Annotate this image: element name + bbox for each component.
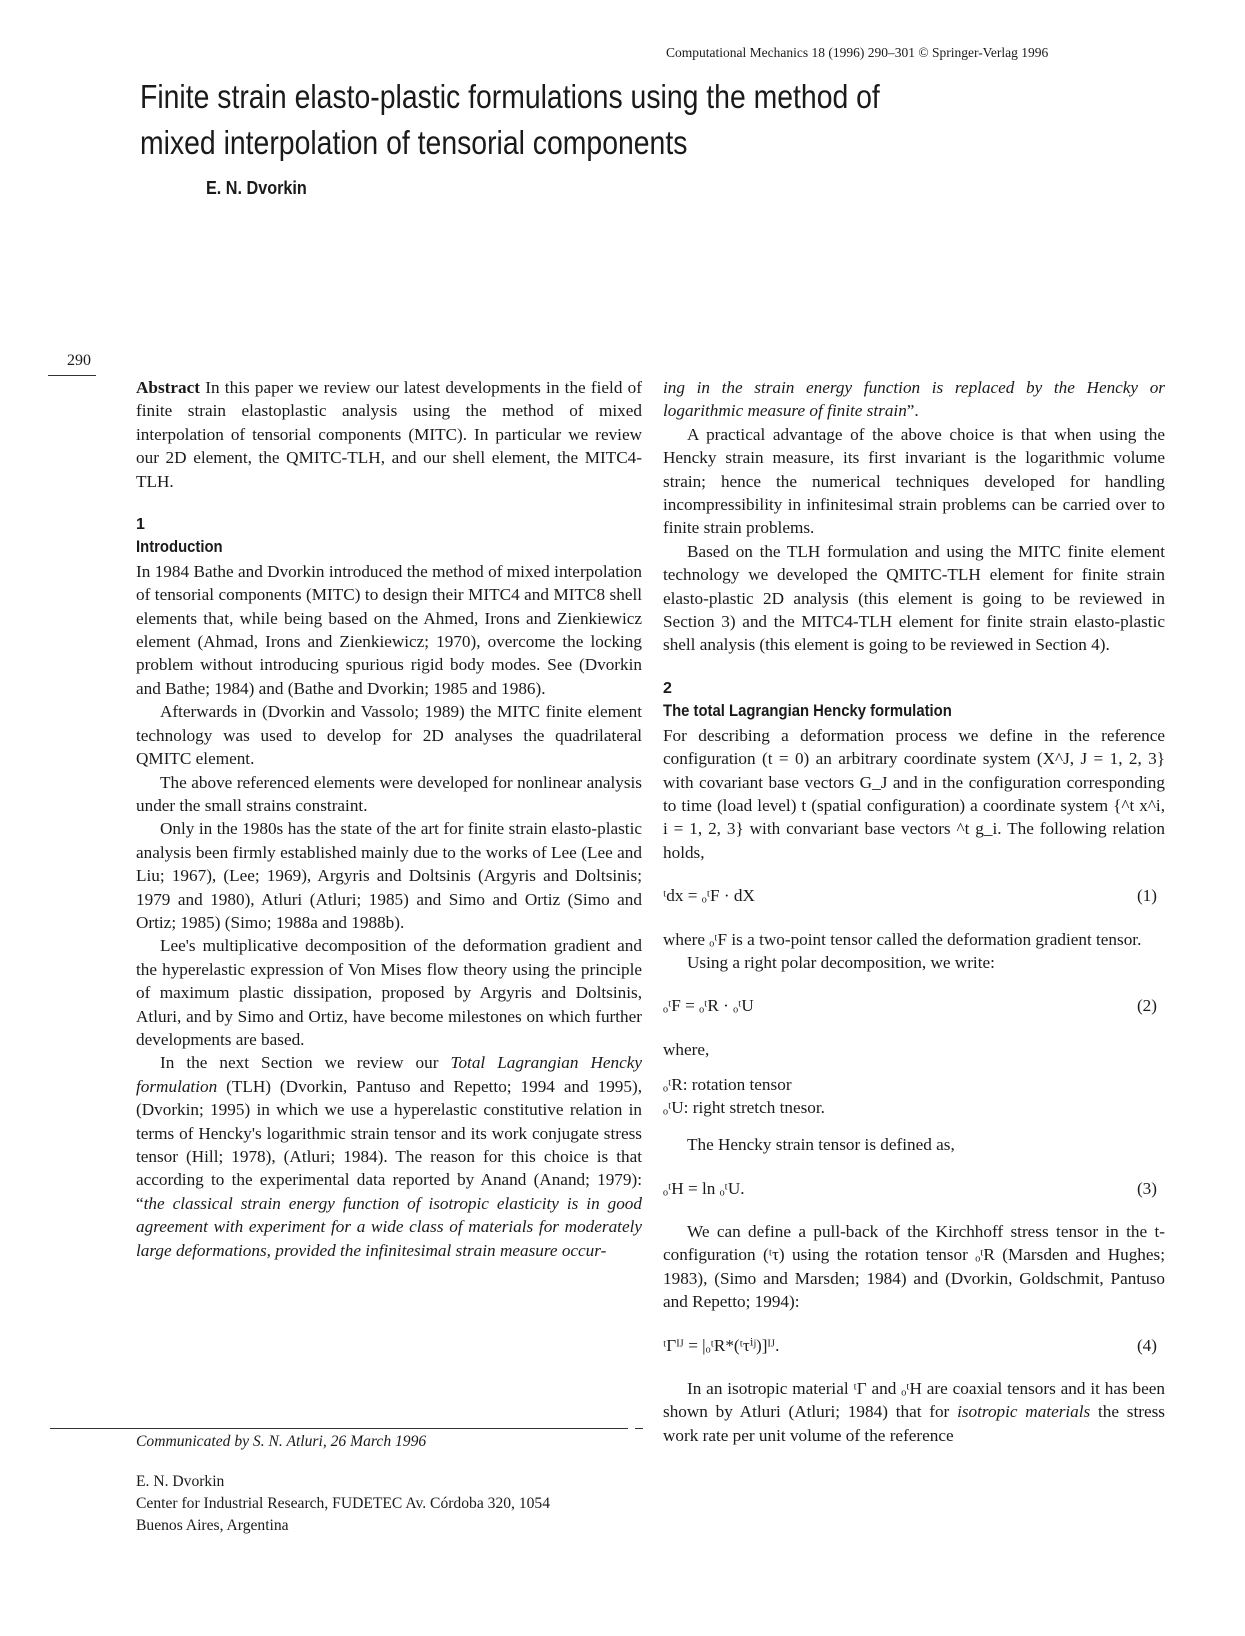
equation-3-number: (3) xyxy=(1136,1178,1157,1198)
equation-1 xyxy=(663,884,1165,907)
tlh-paragraph-4: where, xyxy=(663,1039,710,1059)
intro-paragraph-9: Based on the TLH formulation and using the MITC finite element technology we developed the QMITC-TLH element for finite strain elasto-plastic 2D analysis (this element is going to be reviewed in Section 3) and the MITC4-TLH element for finite strain elasto-plastic shell analysis (this element is going to be reviewed in Section 4). xyxy=(663,541,1165,655)
equation-4-number: (4) xyxy=(1136,1335,1157,1355)
section-2-number: 2 xyxy=(663,679,672,697)
tlh-paragraph-6: We can define a pull-back of the Kirchhoff stress tensor in the t-configuration (ᵗτ) using the rotation tensor ₒᵗR (Marsden and Hughes; 1983), (Simo and Marsden; 1984) and (Dvorkin, Goldschmit, Pantuso and Repetto; 1994): xyxy=(663,1221,1165,1312)
address-line-3: Buenos Aires, Argentina xyxy=(136,1517,289,1534)
section-1-number: 1 xyxy=(136,516,145,534)
tlh-paragraph-2: where ₒᵗF is a two-point tensor called the deformation gradient tensor. xyxy=(663,929,1142,949)
definition-stretch: ₒᵗU: right stretch tnesor. xyxy=(663,1098,825,1118)
tlh-p7-emphasis: isotropic materials xyxy=(957,1402,1091,1422)
footnote-rule xyxy=(50,1428,628,1429)
intro-paragraph-4: Only in the 1980s has the state of the art for finite strain elasto-plastic analysis been firmly established mainly due to the works of Lee (Lee and Liu; 1967), (Lee; 1969), Argyris and Doltsinis (Argyris and Doltsinis; 1979 and 1980), Atluri (Atluri; 1985) and Simo and Ortiz (Simo and Ortiz; 1985) (Simo; 1988a and 1988b). xyxy=(136,819,642,932)
intro-quote-continuation xyxy=(663,376,1165,423)
abstract xyxy=(136,376,642,493)
tlh-p7-part-a: In an isotropic material ᵗΓ and ₒᵗH are coaxial tensors and it has been shown by Atluri (Atluri; 1984) that for xyxy=(663,1379,1165,1422)
author-address xyxy=(136,1471,550,1537)
tlh-paragraph-5: The Hencky strain tensor is defined as, xyxy=(687,1135,955,1155)
author-name: E. N. Dvorkin xyxy=(206,178,307,198)
tlh-paragraph-1: For describing a deformation process we define in the reference configuration (t = 0) an arbitrary coordinate system (X^J, J = 1, 2, 3} with covariant base vectors G_J and in the configuration corresponding to time (load level) t (spatial configuration) a coordinate system {^t x^i, i = 1, 2, 3} with convariant base vectors ^t g_i. The following relation holds, xyxy=(663,725,1165,862)
intro-paragraph-1: In 1984 Bathe and Dvorkin introduced the method of mixed interpolation of tensorial components (MITC) to design their MITC4 and MITC8 shell elements that, while being based on the Ahmed, Irons and Zienkiewicz element (Ahmad, Irons and Zienkiewicz; 1970), overcome the locking problem without introducing spurious rigid body modes. See (Dvorkin and Bathe; 1984) and (Bathe and Dvorkin; 1985 and 1986). xyxy=(136,561,642,698)
section-1-title: Introduction xyxy=(136,538,223,557)
intro-p6-quote: the classical strain energy function of isotropic elasticity is in good agreement with experiment for a wide class of materials for moderately large deformations, provided the infinitesimal strain measure occur- xyxy=(136,1193,642,1260)
abstract-label: Abstract xyxy=(136,378,200,397)
intro-paragraph-5: Lee's multiplicative decomposition of the deformation gradient and the hyperelastic expression of Von Mises flow theory using the principle of maximum plastic dissipation, proposed by Argyris and Doltsinis, Atluri, and by Simo and Ortiz, have become milestones on which further developments are based. xyxy=(136,936,642,1049)
intro-p6-emphasis: Total Lagrangian Hencky formulation xyxy=(136,1053,642,1096)
equation-3 xyxy=(663,1177,1165,1200)
intro-p6-part-a: In the next Section we review our xyxy=(160,1053,451,1073)
left-column xyxy=(136,376,642,1262)
tlh-paragraph-7 xyxy=(663,1377,1165,1447)
intro-paragraph-8: A practical advantage of the above choice is that when using the Hencky strain measure, its first invariant is the logarithmic volume strain; hence the numerical techniques developed for handling incompressibility in infinitesimal strain problems can be carried over to finite strain problems. xyxy=(663,424,1165,538)
intro-paragraph-6 xyxy=(136,1051,642,1262)
paper-title xyxy=(140,74,914,166)
equation-4 xyxy=(663,1334,1165,1357)
journal-citation: Computational Mechanics 18 (1996) 290–301 © Springer-Verlag 1996 xyxy=(666,45,1049,60)
title-line-1: Finite strain elasto-plastic formulations using the method of xyxy=(140,78,880,115)
equation-4-body: ᵗΓᴵᴶ = |ₒᵗR*(ᵗτⁱʲ)]ᴵᴶ. xyxy=(663,1335,780,1355)
section-2-title: The total Lagrangian Hencky formulation xyxy=(663,702,952,721)
definition-rotation: ₒᵗR: rotation tensor xyxy=(663,1075,792,1095)
intro-paragraph-3: The above referenced elements were developed for nonlinear analysis under the small strains constraint. xyxy=(136,772,642,815)
footnote-rule-tick xyxy=(635,1428,643,1429)
intro-quote-end: ”. xyxy=(906,401,919,421)
equation-2 xyxy=(663,994,1165,1017)
intro-paragraph-2: Afterwards in (Dvorkin and Vassolo; 1989) the MITC finite element technology was used to develop for 2D analyses the quadrilateral QMITC element. xyxy=(136,702,642,769)
address-line-1: E. N. Dvorkin xyxy=(136,1473,225,1490)
tlh-paragraph-3: Using a right polar decomposition, we write: xyxy=(687,952,995,972)
communicated-note: Communicated by S. N. Atluri, 26 March 1996 xyxy=(136,1433,427,1450)
intro-p6-part-c: (TLH) (Dvorkin, Pantuso and Repetto; 1994 and 1995), (Dvorkin; 1995) in which we use a hyperelastic constitutive relation in terms of Hencky's logarithmic strain tensor and its work conjugate stress tensor (Hill; 1978), (Atluri; 1984). The reason for this choice is that according to the experimental data reported by Anand (Anand; 1979): “ xyxy=(136,1076,642,1213)
equation-2-body: ₒᵗF = ₒᵗR · ₒᵗU xyxy=(663,996,754,1016)
address-line-2: Center for Industrial Research, FUDETEC Av. Córdoba 320, 1054 xyxy=(136,1495,551,1512)
equation-3-body: ₒᵗH = ln ₒᵗU. xyxy=(663,1178,745,1198)
right-column xyxy=(663,376,1165,1447)
page-number: 290 xyxy=(67,352,91,369)
equation-1-body: ᵗdx = ₒᵗF · dX xyxy=(663,886,755,906)
page-number-rule xyxy=(48,375,96,376)
equation-1-number: (1) xyxy=(1136,886,1157,906)
definitions-list xyxy=(663,1073,1165,1119)
abstract-text: In this paper we review our latest developments in the field of finite strain elastoplastic analysis using the method of mixed interpolation of tensorial components (MITC). In particular we review our 2D element, the QMITC-TLH, and our shell element, the MITC4-TLH. xyxy=(136,378,643,491)
title-line-2: mixed interpolation of tensorial components xyxy=(140,124,688,161)
equation-2-number: (2) xyxy=(1136,996,1157,1016)
intro-quote-cont-text: ing in the strain energy function is replaced by the Hencky or logarithmic measure of finite strain xyxy=(663,378,1165,421)
tlh-p7-part-c: the stress work rate per unit volume of the reference xyxy=(663,1402,1165,1445)
